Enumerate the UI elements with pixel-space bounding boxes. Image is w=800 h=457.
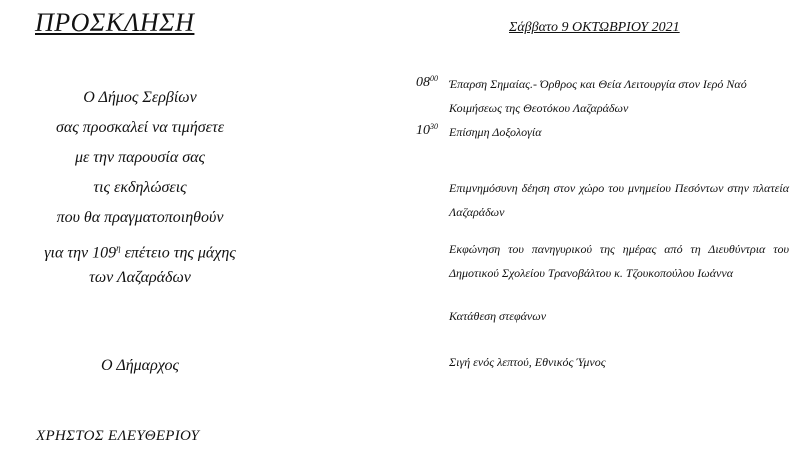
program-item: Επιμνημόσυνη δέηση στον χώρο του μνημείου Πεσόντων στην πλατεία Λαζαράδων	[449, 181, 789, 219]
event-date: Σάββατο 9 ΟΚΤΩΒΡΙΟΥ 2021	[509, 20, 680, 35]
invitation-text	[20, 83, 260, 293]
invitation-line: Ο Δήμος Σερβίων	[83, 89, 197, 106]
program-time	[416, 75, 438, 91]
program-item: Κατάθεση στεφάνων	[449, 309, 547, 323]
program-item: Έπαρση Σημαίας.- Όρθρος και Θεία Λειτουργία στον Ιερό Ναό Κοιμήσεως της Θεοτόκου Λαζαράδων	[449, 77, 747, 115]
anniversary-number: για την 109	[44, 244, 117, 262]
invitation-line: με την παρουσία σας	[74, 149, 206, 166]
mayor-name: ΧΡΗΣΤΟΣ ΕΛΕΥΘΕΡΙΟΥ	[36, 428, 200, 444]
time-minutes: 30	[430, 122, 438, 131]
time-hour: 10	[416, 123, 430, 138]
invitation-line: των Λαζαράδων	[89, 269, 191, 286]
invitation-line: που θα πραγματοποιηθούν	[56, 209, 224, 226]
anniversary-rest: επέτειο της μάχης	[120, 244, 236, 262]
time-hour: 08	[416, 75, 430, 90]
mayor-title: Ο Δήμαρχος	[101, 357, 179, 374]
invitation-title: ΠΡΟΣΚΛΗΣΗ	[35, 8, 195, 37]
program-item: Σιγή ενός λεπτού, Εθνικός Ύμνος	[449, 355, 606, 369]
time-minutes: 00	[430, 74, 438, 83]
program-item: Επίσημη Δοξολογία	[449, 125, 542, 139]
invitation-line-anniversary	[20, 233, 260, 263]
invitation-line: τις εκδηλώσεις	[93, 179, 187, 196]
ordinal-superscript: η	[116, 243, 121, 253]
program-time	[416, 123, 438, 139]
invitation-line: σας προσκαλεί να τιμήσετε	[56, 119, 224, 136]
program-item: Εκφώνηση του πανηγυρικού της ημέρας από τη Διευθύντρια του Δημοτικού Σχολείου Τρανοβάλτου κ. Τζουκοπούλου Ιωάννα	[449, 242, 789, 280]
